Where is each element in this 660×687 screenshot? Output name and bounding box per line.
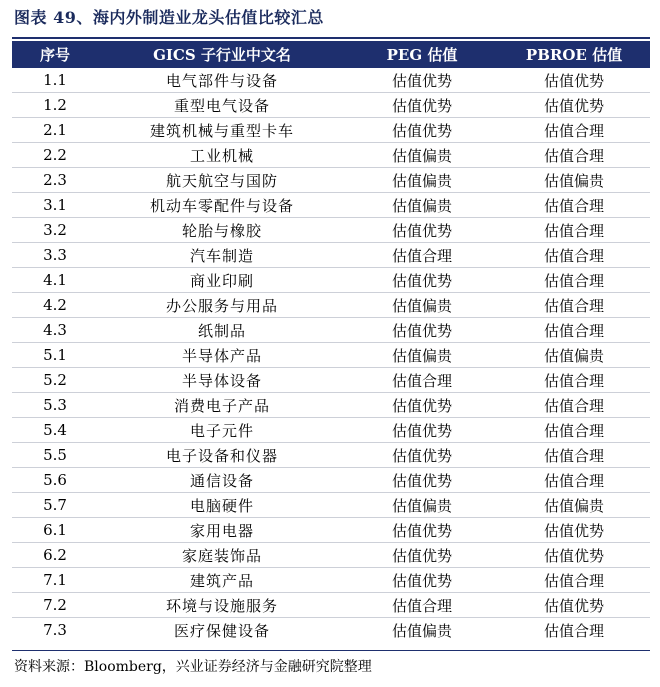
cell-index: 5.4 [12, 418, 98, 443]
figure-title: 图表 49、海内外制造业龙头估值比较汇总 [14, 8, 324, 27]
table-row [12, 493, 650, 518]
cell-pbroe: 估值合理 [543, 621, 604, 640]
cell-peg: 估值优势 [346, 468, 498, 493]
cell-index: 7.2 [12, 593, 98, 618]
cell-industry: 机动车零配件与设备 [98, 193, 346, 218]
cell-industry: 轮胎与橡胶 [98, 218, 346, 243]
cell-index: 5.7 [12, 493, 98, 518]
cell-pbroe: 估值合理 [498, 368, 650, 393]
cell-peg: 估值偏贵 [346, 168, 498, 193]
cell-pbroe: 估值优势 [498, 93, 650, 118]
table-row [12, 168, 650, 193]
cell-index: 2.3 [12, 168, 98, 193]
cell-industry: 电气部件与设备 [98, 68, 346, 93]
cell-pbroe: 估值合理 [498, 243, 650, 268]
top-rule [12, 37, 650, 39]
cell-industry: 通信设备 [98, 468, 346, 493]
cell-index: 7.1 [12, 568, 98, 593]
cell-industry: 电子设备和仪器 [98, 443, 346, 468]
table-row [12, 68, 650, 93]
cell-pbroe: 估值合理 [498, 443, 650, 468]
cell-index: 1.2 [12, 93, 98, 118]
cell-industry: 汽车制造 [98, 243, 346, 268]
cell-industry: 办公服务与用品 [98, 293, 346, 318]
cell-industry: 航天航空与国防 [98, 168, 346, 193]
cell-pbroe: 估值优势 [498, 593, 650, 618]
table-row [12, 93, 650, 118]
cell-index: 4.3 [12, 318, 98, 343]
cell-peg: 估值偏贵 [346, 293, 498, 318]
cell-index: 5.2 [12, 368, 98, 393]
cell-index: 5.1 [12, 343, 98, 368]
cell-index: 3.3 [12, 243, 98, 268]
cell-industry: 电子元件 [98, 418, 346, 443]
table-row [12, 593, 650, 618]
cell-index: 6.1 [12, 518, 98, 543]
cell-peg: 估值优势 [346, 418, 498, 443]
source-note: 资料来源：Bloomberg，兴业证券经济与金融研究院整理 [14, 659, 372, 675]
table-row [12, 418, 650, 443]
cell-industry: 家庭装饰品 [98, 543, 346, 568]
table-row [12, 293, 650, 318]
valuation-table [12, 41, 650, 642]
table-row [12, 218, 650, 243]
cell-pbroe: 估值合理 [498, 468, 650, 493]
cell-index: 5.6 [12, 468, 98, 493]
table-row [12, 518, 650, 543]
cell-industry: 纸制品 [98, 318, 346, 343]
cell-peg: 估值优势 [346, 318, 498, 343]
cell-peg: 估值偏贵 [346, 343, 498, 368]
cell-industry: 消费电子产品 [98, 393, 346, 418]
cell-industry: 电脑硬件 [98, 493, 346, 518]
cell-industry: 半导体产品 [98, 343, 346, 368]
cell-pbroe: 估值偏贵 [498, 343, 650, 368]
cell-industry: 商业印刷 [98, 268, 346, 293]
cell-index: 6.2 [12, 543, 98, 568]
cell-index: 7.3 [43, 621, 67, 639]
cell-peg: 估值优势 [346, 218, 498, 243]
table-row [12, 193, 650, 218]
cell-peg: 估值合理 [346, 243, 498, 268]
table-row [12, 468, 650, 493]
cell-peg: 估值偏贵 [391, 621, 452, 640]
cell-peg: 估值优势 [346, 443, 498, 468]
cell-index: 5.5 [12, 443, 98, 468]
table-row [12, 268, 650, 293]
cell-index: 4.1 [12, 268, 98, 293]
cell-peg: 估值优势 [346, 268, 498, 293]
cell-peg: 估值优势 [346, 518, 498, 543]
cell-peg: 估值偏贵 [346, 193, 498, 218]
cell-index: 2.2 [12, 143, 98, 168]
cell-index: 1.1 [12, 68, 98, 93]
cell-peg: 估值合理 [346, 368, 498, 393]
cell-peg: 估值优势 [346, 118, 498, 143]
cell-industry: 建筑机械与重型卡车 [98, 118, 346, 143]
cell-industry: 环境与设施服务 [98, 593, 346, 618]
cell-index: 4.2 [12, 293, 98, 318]
cell-industry: 半导体设备 [98, 368, 346, 393]
header-row [12, 41, 650, 68]
cell-industry: 建筑产品 [98, 568, 346, 593]
cell-index: 2.1 [12, 118, 98, 143]
cell-peg: 估值优势 [346, 568, 498, 593]
table-row [12, 368, 650, 393]
cell-industry: 重型电气设备 [98, 93, 346, 118]
cell-peg: 估值优势 [346, 68, 498, 93]
header-pbroe: PBROE 估值 [498, 41, 650, 68]
cell-pbroe: 估值合理 [498, 143, 650, 168]
cell-industry: 医疗保健设备 [173, 621, 270, 640]
cell-pbroe: 估值合理 [498, 218, 650, 243]
header-industry: GICS 子行业中文名 [98, 41, 346, 68]
header-index: 序号 [12, 41, 98, 68]
cell-pbroe: 估值合理 [498, 293, 650, 318]
cell-peg: 估值合理 [346, 593, 498, 618]
cell-index: 5.3 [12, 393, 98, 418]
table-row [12, 243, 650, 268]
table-row [12, 118, 650, 143]
cell-industry: 工业机械 [98, 143, 346, 168]
cell-peg: 估值优势 [346, 93, 498, 118]
cell-pbroe: 估值优势 [498, 518, 650, 543]
cell-pbroe: 估值合理 [498, 568, 650, 593]
cell-pbroe: 估值合理 [498, 393, 650, 418]
table-row [12, 318, 650, 343]
table-row [12, 393, 650, 418]
cell-pbroe: 估值偏贵 [498, 493, 650, 518]
cell-pbroe: 估值合理 [498, 193, 650, 218]
header-peg: PEG 估值 [346, 41, 498, 68]
cell-pbroe: 估值优势 [498, 68, 650, 93]
cell-peg: 估值优势 [346, 543, 498, 568]
table-row [12, 543, 650, 568]
cell-index: 3.1 [12, 193, 98, 218]
table-row [12, 343, 650, 368]
cell-pbroe: 估值优势 [498, 543, 650, 568]
cell-peg: 估值偏贵 [346, 493, 498, 518]
table-row [12, 568, 650, 593]
cell-industry: 家用电器 [98, 518, 346, 543]
table-row [12, 143, 650, 168]
cell-peg: 估值偏贵 [346, 143, 498, 168]
cell-peg: 估值优势 [346, 393, 498, 418]
table-row [12, 443, 650, 468]
cell-pbroe: 估值合理 [498, 268, 650, 293]
cell-pbroe: 估值合理 [498, 418, 650, 443]
cell-pbroe: 估值合理 [498, 318, 650, 343]
cell-index: 3.2 [12, 218, 98, 243]
cell-pbroe: 估值合理 [498, 118, 650, 143]
table-row [12, 618, 650, 643]
cell-pbroe: 估值偏贵 [498, 168, 650, 193]
bottom-rule [12, 650, 650, 651]
